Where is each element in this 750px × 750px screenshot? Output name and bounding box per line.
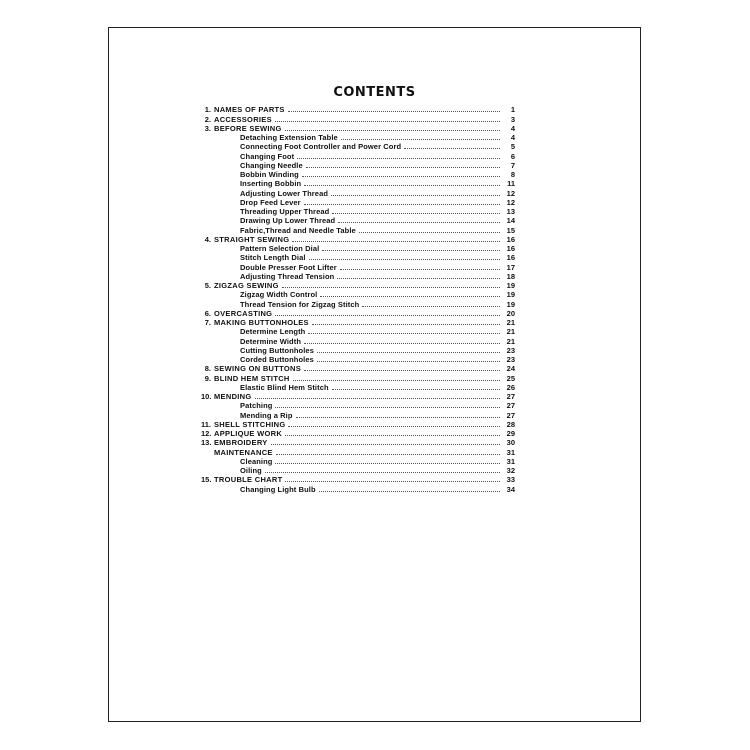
toc-entry-label: Detaching Extension Table [240, 133, 338, 142]
toc-subentry [201, 170, 515, 179]
toc-subentry [201, 142, 515, 151]
toc-entry-label: Threading Upper Thread [240, 207, 330, 216]
toc-entry-label: STRAIGHT SEWING [214, 234, 290, 244]
toc-entry-label: MAKING BUTTONHOLES [214, 318, 309, 327]
toc-entry-page: 4 [510, 123, 515, 133]
toc-entry-label: Drawing Up Lower Thread [240, 216, 336, 226]
toc-entry-label: TROUBLE CHART [214, 475, 283, 485]
toc-entry-label: Bobbin Winding [240, 170, 299, 179]
toc-entry-page: 13 [506, 207, 515, 216]
toc-subentry [201, 161, 515, 170]
toc-entry-label: Patching [240, 401, 273, 411]
toc-entry-number: 4. [204, 234, 211, 244]
toc-entry-number: 15. [201, 475, 212, 485]
toc-entry-label: APPLIQUE WORK [214, 429, 283, 438]
dot-leader [282, 287, 500, 288]
dot-leader [337, 278, 500, 279]
toc-entry-page: 4 [510, 133, 515, 142]
toc-entry-label: Changing Foot [240, 151, 295, 161]
toc-entry-page: 26 [506, 382, 515, 392]
dot-leader [285, 481, 500, 482]
toc-entry-page: 33 [506, 475, 515, 485]
toc-entry-label: Adjusting Thread Tension [240, 271, 335, 281]
dot-leader [304, 204, 500, 205]
toc-entry-label: Fabric,Thread and Needle Table [240, 225, 356, 235]
toc-subentry [201, 457, 515, 466]
toc-entry-label: NAMES OF PARTS [214, 105, 285, 115]
toc-entry-label: OVERCASTING [214, 308, 273, 318]
toc-subentry [201, 198, 515, 207]
toc-entry-page: 7 [510, 160, 515, 170]
toc-subentry [201, 355, 515, 364]
toc-entry-number: 6. [204, 308, 211, 318]
toc-entry-label: BEFORE SEWING [214, 123, 282, 133]
toc-entry-label: Thread Tension for Zigzag Stitch [240, 299, 360, 309]
toc-entry-label: Cleaning [240, 456, 273, 466]
dot-leader [275, 315, 500, 316]
toc-entry-number: 7. [204, 318, 211, 327]
dot-leader [338, 222, 500, 223]
toc-entry-page: 23 [506, 355, 515, 364]
toc-entry [201, 318, 515, 327]
toc-entry-page: 5 [510, 142, 515, 152]
toc-entry [201, 235, 515, 244]
toc-entry-page: 27 [506, 401, 515, 411]
toc-entry-page: 27 [506, 410, 515, 420]
toc-entry-page: 15 [506, 225, 515, 235]
toc-subentry [201, 290, 515, 299]
toc-entry-page: 31 [506, 447, 515, 457]
dot-leader [404, 148, 500, 149]
toc-entry-page: 27 [506, 392, 515, 401]
toc-subentry [201, 346, 515, 355]
toc-entry-page: 20 [506, 308, 515, 318]
toc-entry-page: 3 [510, 114, 515, 124]
dot-leader [285, 130, 500, 131]
toc-entry-page: 16 [506, 234, 515, 244]
dot-leader [341, 139, 500, 140]
toc-entry-page: 31 [506, 456, 515, 466]
toc-subentry [201, 262, 515, 271]
toc-entry-number: 8. [204, 364, 211, 374]
document-page [108, 27, 641, 722]
dot-leader [332, 213, 500, 214]
toc-entry-page: 21 [506, 327, 515, 337]
toc-entry-label: BLIND HEM STITCH [214, 373, 290, 383]
dot-leader [293, 380, 500, 381]
toc-entry-page: 24 [506, 364, 515, 374]
toc-entry-page: 1 [510, 105, 515, 115]
toc-entry-label: Cutting Buttonholes [240, 345, 314, 355]
dot-leader [276, 454, 500, 455]
dot-leader [265, 472, 500, 473]
toc-subentry [201, 484, 515, 493]
toc-subentry [201, 272, 515, 281]
toc-subentry [201, 327, 515, 336]
toc-entry-number: 11. [201, 419, 212, 429]
toc-entry [201, 438, 515, 447]
toc-entry-label: ZIGZAG SEWING [214, 281, 279, 290]
toc-entry-page: 16 [506, 244, 515, 253]
toc-entry-page: 23 [506, 345, 515, 355]
toc-entry-page: 30 [506, 438, 515, 448]
toc-entry-label: Drop Feed Lever [240, 197, 301, 207]
dot-leader [292, 241, 500, 242]
toc-entry-label: SHELL STITCHING [214, 419, 286, 429]
toc-subentry [201, 410, 515, 419]
toc-entry-label: Corded Buttonholes [240, 355, 314, 364]
toc-entry-label: ACCESSORIES [214, 114, 272, 124]
dot-leader [304, 343, 500, 344]
toc-entry-label: EMBROIDERY [214, 438, 268, 448]
toc-subentry [201, 225, 515, 234]
toc-subentry [201, 188, 515, 197]
toc-entry-label: Determine Width [240, 336, 302, 346]
toc-subentry [201, 179, 515, 188]
toc-subentry [201, 216, 515, 225]
toc-entry [201, 281, 515, 290]
dot-leader [302, 176, 500, 177]
dot-leader [306, 167, 500, 168]
dot-leader [285, 435, 500, 436]
toc-entry-page: 29 [506, 429, 515, 438]
dot-leader [359, 232, 500, 233]
toc-entry-label: Connecting Foot Controller and Power Cord [240, 142, 402, 152]
toc-entry-page: 12 [506, 197, 515, 207]
toc-entry-page: 28 [506, 419, 515, 429]
toc-subentry [201, 466, 515, 475]
dot-leader [297, 158, 500, 159]
dot-leader [296, 417, 500, 418]
toc-subentry [201, 151, 515, 160]
dot-leader [304, 185, 500, 186]
dot-leader [317, 361, 500, 362]
toc-entry-number: 9. [204, 373, 211, 383]
toc-entry-label: Double Presser Foot Lifter [240, 262, 337, 272]
toc-entry-label: Zigzag Width Control [240, 290, 318, 300]
toc-entry [201, 475, 515, 484]
toc-entry [201, 105, 515, 114]
dot-leader [340, 269, 500, 270]
toc-entry-label: SEWING ON BUTTONS [214, 364, 302, 374]
table-of-contents [201, 105, 515, 494]
toc-entry-page: 11 [507, 179, 515, 189]
dot-leader [288, 426, 500, 427]
toc-entry [201, 364, 515, 373]
toc-entry-number: 10. [201, 392, 212, 401]
toc-entry-label: Oiling [240, 466, 262, 475]
toc-entry-number: 1. [204, 105, 211, 115]
toc-entry-page: 16 [506, 253, 515, 263]
toc-entry [201, 373, 515, 382]
dot-leader [322, 250, 500, 251]
dot-leader [275, 121, 500, 122]
toc-subentry [201, 253, 515, 262]
toc-entry-page: 19 [506, 290, 515, 300]
toc-entry [201, 124, 515, 133]
toc-entry-number: 5. [204, 281, 211, 290]
toc-entry-page: 12 [506, 188, 515, 198]
dot-leader [362, 306, 500, 307]
toc-entry-page: 18 [506, 271, 515, 281]
toc-entry-page: 21 [506, 336, 515, 346]
toc-subentry [201, 401, 515, 410]
toc-subentry [201, 133, 515, 142]
toc-entry-label: Determine Length [240, 327, 306, 337]
toc-entry [201, 420, 515, 429]
toc-entry-number: 13. [201, 438, 212, 448]
dot-leader [332, 389, 500, 390]
dot-leader [319, 491, 500, 492]
dot-leader [304, 370, 500, 371]
toc-entry-label: MAINTENANCE [214, 447, 273, 457]
toc-subentry [201, 244, 515, 253]
page-title: CONTENTS [333, 85, 416, 100]
dot-leader [331, 195, 500, 196]
dot-leader [312, 324, 500, 325]
toc-entry-page: 19 [506, 299, 515, 309]
dot-leader [255, 398, 500, 399]
toc-entry-page: 6 [510, 151, 515, 161]
dot-leader [275, 407, 500, 408]
toc-entry [201, 114, 515, 123]
toc-entry-page: 34 [506, 484, 515, 494]
toc-subentry [201, 299, 515, 308]
toc-entry-page: 8 [510, 170, 515, 179]
toc-entry-page: 21 [506, 318, 515, 327]
toc-subentry [201, 383, 515, 392]
dot-leader [317, 352, 500, 353]
dot-leader [309, 259, 500, 260]
toc-subentry [201, 207, 515, 216]
dot-leader [275, 463, 500, 464]
toc-entry-number: 3. [204, 123, 211, 133]
toc-entry-label: Stitch Length Dial [240, 253, 306, 263]
toc-entry-page: 17 [506, 262, 515, 272]
toc-entry-label: MENDING [214, 392, 252, 401]
toc-entry-label: Pattern Selection Dial [240, 244, 320, 253]
toc-entry-page: 14 [506, 216, 515, 226]
toc-entry-page: 19 [506, 281, 515, 290]
toc-entry-page: 25 [506, 373, 515, 383]
toc-entry-label: Changing Needle [240, 160, 303, 170]
toc-entry-label: Adjusting Lower Thread [240, 188, 329, 198]
toc-entry-number: 2. [204, 114, 211, 124]
toc-subentry [201, 336, 515, 345]
toc-entry-label: Elastic Blind Hem Stitch [240, 382, 329, 392]
toc-entry-label: Inserting Bobbin [240, 179, 302, 189]
toc-entry [201, 429, 515, 438]
toc-entry-page: 32 [506, 466, 515, 475]
dot-leader [320, 296, 500, 297]
toc-entry-label: Changing Light Bulb [240, 484, 316, 494]
toc-entry-label: Mending a Rip [240, 410, 293, 420]
toc-entry [201, 392, 515, 401]
dot-leader [271, 444, 500, 445]
dot-leader [288, 111, 500, 112]
toc-entry-number: 12. [201, 429, 212, 438]
toc-entry [201, 309, 515, 318]
toc-entry [201, 447, 515, 456]
dot-leader [308, 333, 500, 334]
